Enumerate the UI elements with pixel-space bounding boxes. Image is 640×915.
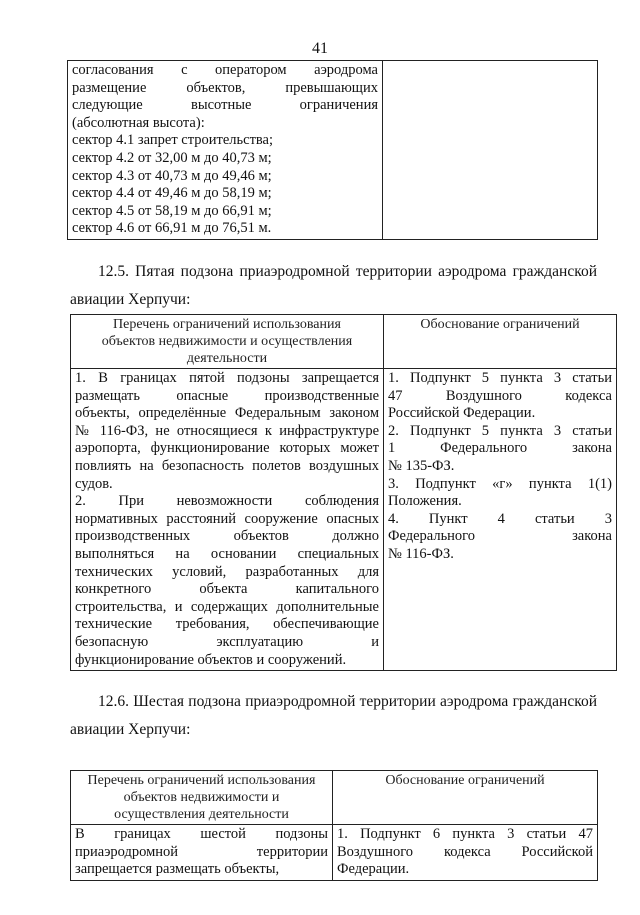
text-line: № 135-ФЗ. [388, 457, 455, 474]
table-12-6-header-left [71, 771, 333, 825]
text-line: Воздушного кодекса Российской [337, 843, 593, 860]
table-12-5-header-right [384, 315, 617, 369]
text-line: 3. Подпункт «г» пункта 1(1) [388, 475, 612, 492]
header-line: деятельности [186, 351, 268, 366]
table-row [68, 61, 598, 240]
text-line: технические требования, обеспечивающие [75, 616, 379, 633]
text-line: 2. Подпункт 5 пункта 3 статьи [388, 422, 612, 439]
table-12-6-left-text [75, 826, 328, 879]
text-line: объекты, определённые Федеральным законом [75, 405, 379, 422]
table-12-6-right-text [337, 826, 593, 879]
text-line: строительства, и содержащих дополнительные [75, 598, 379, 615]
text-line: сектор 4.2 от 32,00 м до 40,73 м; [72, 149, 272, 166]
text-line: 1. Подпункт 5 пункта 3 статьи [388, 370, 612, 386]
table-12-6-left-cell [71, 825, 333, 881]
table-row [71, 825, 598, 881]
text-line: выполняться на основании специальных [75, 545, 379, 562]
text-line: согласования с оператором аэродрома [72, 62, 378, 78]
text-line: размещение объектов, превышающих [72, 79, 378, 96]
text-line: Положения. [388, 493, 462, 510]
header-line: Перечень ограничений использования [113, 317, 341, 332]
header-line: Обоснование ограничений [385, 773, 545, 788]
section-12-6-line-2: авиации Херпучи: [70, 721, 191, 738]
text-line: Федерального закона [388, 528, 612, 545]
text-line: (абсолютная высота): [72, 114, 205, 131]
text-line: В границах шестой подзоны [75, 826, 328, 842]
header-line: осуществления деятельности [114, 807, 289, 822]
text-line: сектор 4.5 от 58,19 м до 66,91 м; [72, 202, 272, 219]
text-line: технических условий, разработанных для [75, 563, 379, 580]
text-line: 1. В границах пятой подзоны запрещается [75, 370, 379, 386]
text-line: функционирование объектов и сооружений. [75, 651, 347, 668]
text-line: безопасную эксплуатацию и [75, 633, 379, 650]
header-line: Перечень ограничений использования [87, 773, 316, 788]
table-header-row [71, 771, 598, 825]
text-line: запрещается размещать объекты, [75, 861, 280, 878]
table-12-6-header-right [333, 771, 598, 825]
section-12-6-heading [70, 688, 597, 744]
top-table [67, 60, 598, 240]
top-table-left-cell [68, 61, 383, 240]
text-line: Федерации. [337, 861, 410, 878]
text-line: сектор 4.1 запрет строительства; [72, 132, 274, 149]
text-line: судов. [75, 475, 113, 492]
table-12-5-right-cell [384, 369, 617, 671]
text-line: сектор 4.6 от 66,91 м до 76,51 м. [72, 220, 272, 237]
text-line: 1. Подпункт 6 пункта 3 статьи 47 [337, 826, 593, 842]
table-12-5-header-left [71, 315, 384, 369]
text-line: сектор 4.3 от 40,73 м до 49,46 м; [72, 167, 272, 184]
text-line: производственных объектов должно [75, 528, 379, 545]
table-12-5 [70, 314, 617, 671]
section-12-6-line-1: 12.6. Шестая подзона приаэродромной территории аэродрома гражданской [98, 693, 597, 710]
table-12-5-right-text [388, 370, 612, 564]
section-12-5-line-2: авиации Херпучи: [70, 291, 191, 308]
header-line: объектов недвижимости и осуществления [101, 334, 353, 349]
text-line: 1 Федерального закона [388, 440, 612, 457]
header-line: объектов недвижимости и [123, 790, 280, 805]
section-12-5-line-1: 12.5. Пятая подзона приаэродромной территории аэродрома гражданской [98, 263, 597, 280]
table-12-6-right-cell [333, 825, 598, 881]
top-table-right-cell [383, 61, 598, 240]
text-line: Российской Федерации. [388, 405, 536, 422]
table-header-row [71, 315, 617, 369]
text-line: следующие высотные ограничения [72, 97, 378, 114]
text-line: сектор 4.4 от 49,46 м до 58,19 м; [72, 185, 272, 202]
top-table-left-text [72, 62, 378, 238]
text-line: повлиять на безопасность полетов воздушных [75, 457, 379, 474]
table-row [71, 369, 617, 671]
table-12-5-left-text [75, 370, 379, 669]
text-line: приаэродромной территории [75, 843, 328, 860]
table-12-5-left-cell [71, 369, 384, 671]
header-line: Обоснование ограничений [420, 317, 580, 332]
section-12-5-heading [70, 258, 597, 314]
text-line: аэропорта, функционирование которых может [75, 440, 379, 457]
text-line: размещать опасные производственные [75, 387, 379, 404]
text-line: № 116-ФЗ, не относящиеся к инфраструктуре [75, 422, 379, 439]
page-number: 41 [312, 40, 328, 57]
text-line: 47 Воздушного кодекса [388, 387, 612, 404]
text-line: 4. Пункт 4 статьи 3 [388, 510, 612, 527]
table-12-6 [70, 770, 598, 881]
text-line: № 116-ФЗ. [388, 545, 454, 562]
text-line: 2. При невозможности соблюдения [75, 493, 379, 510]
text-line: конкретного объекта капитального [75, 581, 379, 598]
text-line: нормативных расстояний сооружение опасных [75, 510, 379, 527]
